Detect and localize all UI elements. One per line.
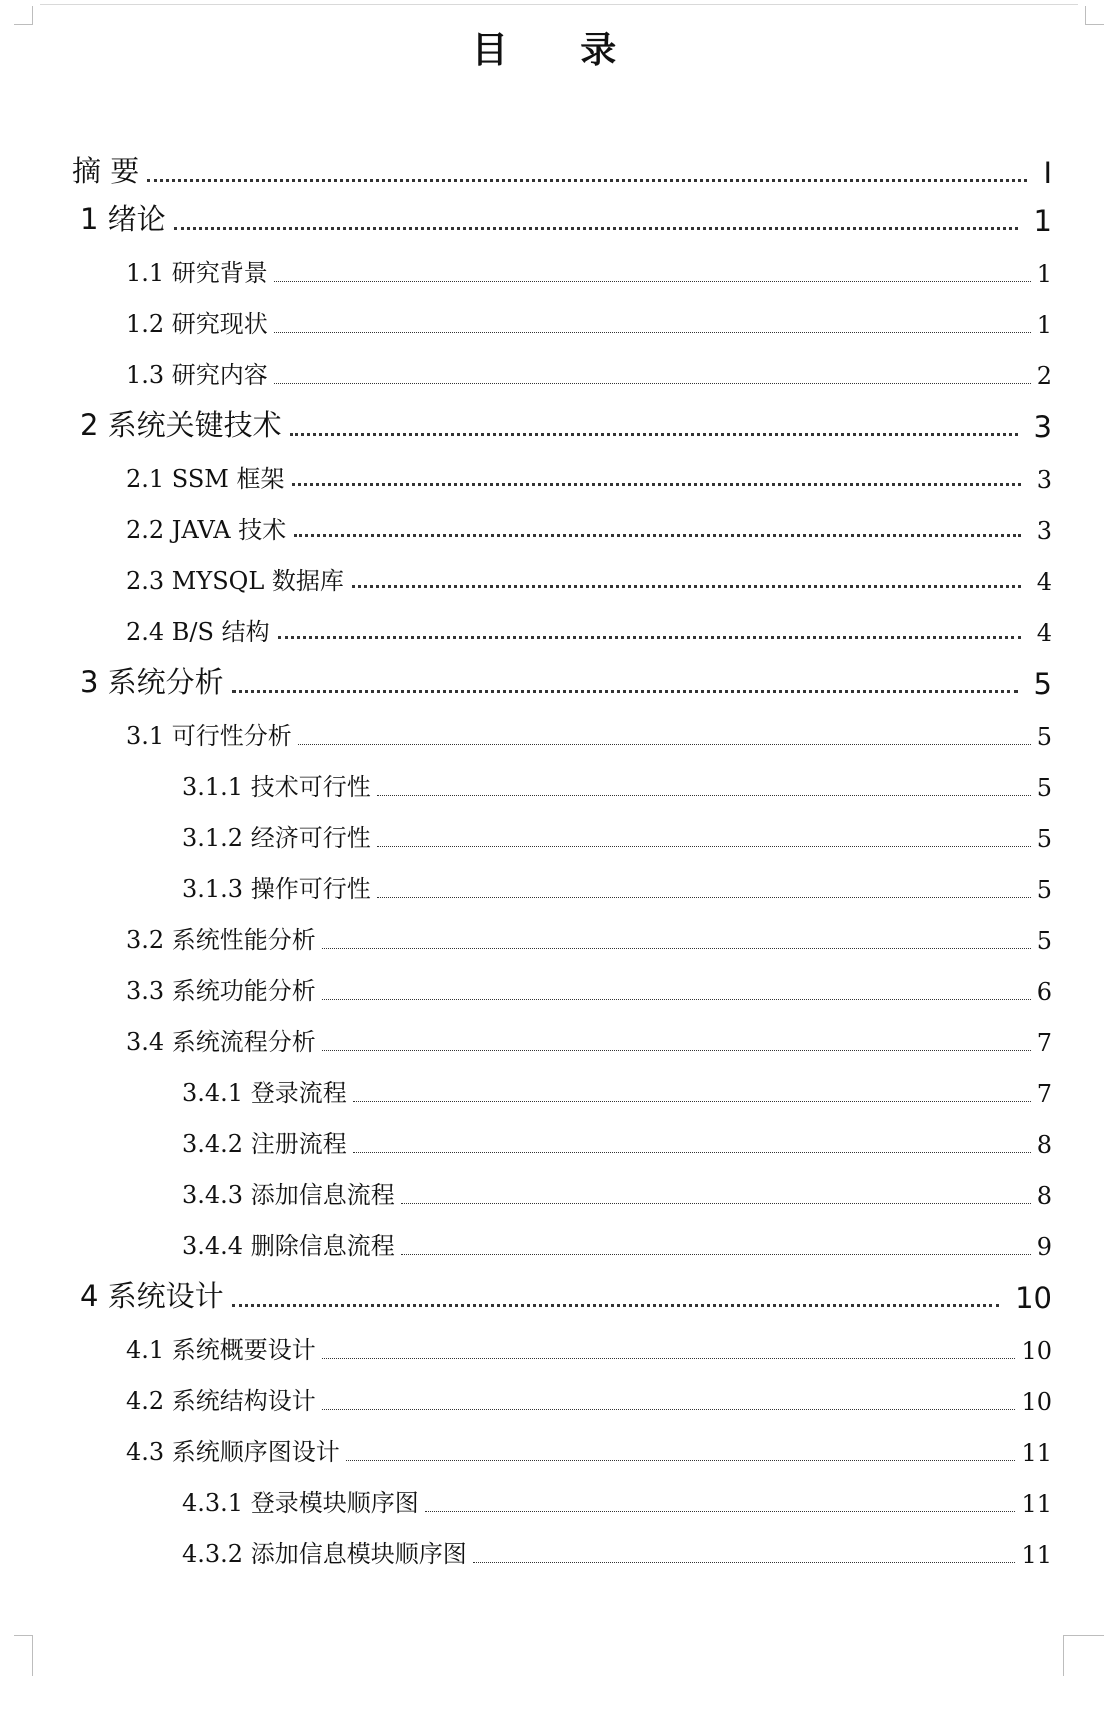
toc-dot-leader — [322, 1050, 1031, 1051]
toc-entry-label: 3.1.2 经济可行性 — [182, 824, 371, 852]
toc-entry[interactable] — [182, 819, 1052, 853]
toc-entry[interactable] — [126, 305, 1052, 339]
toc-entry-label: 3.1 可行性分析 — [126, 722, 292, 750]
toc-dot-leader — [274, 281, 1031, 282]
toc-entry-label: 3.4.4 删除信息流程 — [182, 1232, 395, 1260]
toc-entry[interactable] — [126, 1382, 1052, 1416]
toc-dot-leader — [174, 227, 1018, 230]
toc-entry-page: 7 — [1036, 1029, 1052, 1057]
toc-dot-leader — [292, 483, 1020, 486]
toc-entry[interactable] — [126, 1331, 1052, 1365]
toc-entry-page: 3 — [1033, 410, 1052, 444]
toc-entry[interactable] — [126, 717, 1052, 751]
toc-entry-page: 1 — [1036, 260, 1052, 288]
toc-dot-leader — [322, 1409, 1016, 1410]
toc-dot-leader — [401, 1203, 1031, 1204]
toc-entry[interactable] — [80, 661, 1052, 701]
toc-entry-page: 11 — [1021, 1541, 1052, 1569]
toc-entry-page: 2 — [1036, 362, 1052, 390]
toc-entry-label: 1.3 研究内容 — [126, 361, 268, 389]
toc-entry[interactable] — [182, 1227, 1052, 1261]
toc-entry-page: 10 — [1021, 1388, 1052, 1416]
toc-dot-leader — [274, 383, 1031, 384]
toc-entry-label: 2.3 MYSQL 数据库 — [126, 567, 344, 595]
toc-dot-leader — [147, 179, 1027, 182]
toc-entry-label: 4.3.1 登录模块顺序图 — [182, 1489, 419, 1517]
toc-entry-label: 2 系统关键技术 — [80, 408, 282, 442]
toc-entry-label: 2.2 JAVA 技术 — [126, 516, 287, 544]
toc-entry-label: 3.2 系统性能分析 — [126, 926, 316, 954]
toc-entry-page: 8 — [1036, 1182, 1052, 1210]
toc-dot-leader — [298, 744, 1031, 745]
toc-dot-leader — [274, 332, 1031, 333]
toc-entry[interactable] — [126, 460, 1052, 494]
toc-dot-leader — [377, 846, 1031, 847]
toc-entry-label: 3.4.3 添加信息流程 — [182, 1181, 395, 1209]
toc-entry-page: 5 — [1036, 723, 1052, 751]
toc-entry-page: 5 — [1033, 667, 1052, 701]
toc-entry[interactable] — [126, 921, 1052, 955]
corner-mark-bottom-left — [14, 1635, 33, 1676]
toc-dot-leader — [353, 1152, 1031, 1153]
toc-entry-page: 5 — [1036, 876, 1052, 904]
toc-entry-label: 1.2 研究现状 — [126, 310, 268, 338]
toc-entry-page: 11 — [1021, 1439, 1052, 1467]
page-top-border — [40, 4, 1078, 5]
toc-dot-leader — [377, 897, 1031, 898]
toc-entry[interactable] — [182, 1125, 1052, 1159]
toc-entry-label: 3.1.3 操作可行性 — [182, 875, 371, 903]
toc-dot-leader — [346, 1460, 1016, 1461]
toc-entry-page: 4 — [1036, 568, 1052, 596]
toc-entry[interactable] — [126, 613, 1052, 647]
toc-entry-page: 5 — [1036, 774, 1052, 802]
toc-dot-leader — [322, 948, 1031, 949]
toc-entry[interactable] — [126, 356, 1052, 390]
toc-entry-label: 3.4.1 登录流程 — [182, 1079, 347, 1107]
toc-dot-leader — [294, 534, 1021, 537]
toc-entry[interactable] — [126, 972, 1052, 1006]
toc-entry-label: 4 系统设计 — [80, 1279, 224, 1313]
toc-entry-label: 4.3.2 添加信息模块顺序图 — [182, 1540, 467, 1568]
toc-dot-leader — [377, 795, 1031, 796]
toc-dot-leader — [352, 585, 1021, 588]
toc-entry-page: I — [1043, 156, 1052, 190]
toc-entry-page: 10 — [1015, 1281, 1052, 1315]
toc-entry-page: 5 — [1036, 927, 1052, 955]
toc-entry-label: 4.3 系统顺序图设计 — [126, 1438, 340, 1466]
toc-dot-leader — [353, 1101, 1031, 1102]
toc-entry-page: 3 — [1036, 466, 1052, 494]
toc-entry[interactable] — [182, 1535, 1052, 1569]
toc-entry-label: 2.1 SSM 框架 — [126, 465, 285, 493]
toc-dot-leader — [473, 1562, 1016, 1563]
toc-entry[interactable] — [126, 562, 1052, 596]
toc-entry[interactable] — [126, 1433, 1052, 1467]
toc-entry-label: 1 绪论 — [80, 202, 166, 236]
toc-entry[interactable] — [80, 404, 1052, 444]
toc-entry-label: 3.1.1 技术可行性 — [182, 773, 371, 801]
toc-dot-leader — [232, 1304, 999, 1307]
toc-entry-page: 1 — [1033, 204, 1052, 238]
toc-entry-label: 3.4.2 注册流程 — [182, 1130, 347, 1158]
toc-dot-leader — [401, 1254, 1031, 1255]
toc-entry[interactable] — [72, 150, 1052, 190]
toc-entry[interactable] — [182, 1074, 1052, 1108]
page-title: 目 录 — [471, 30, 647, 71]
toc-dot-leader — [322, 1358, 1016, 1359]
toc-dot-leader — [232, 690, 1018, 693]
toc-entry-page: 10 — [1021, 1337, 1052, 1365]
toc-entry-page: 7 — [1036, 1080, 1052, 1108]
corner-mark-bottom-right — [1063, 1635, 1104, 1676]
toc-entry-page: 4 — [1036, 619, 1052, 647]
toc-entry-label: 4.1 系统概要设计 — [126, 1336, 316, 1364]
toc-entry-page: 8 — [1036, 1131, 1052, 1159]
toc-dot-leader — [290, 433, 1018, 436]
toc-dot-leader — [278, 636, 1021, 639]
toc-entry[interactable] — [182, 870, 1052, 904]
toc-dot-leader — [322, 999, 1031, 1000]
toc-entry-label: 1.1 研究背景 — [126, 259, 268, 287]
toc-entry[interactable] — [126, 254, 1052, 288]
toc-entry-label: 3.3 系统功能分析 — [126, 977, 316, 1005]
toc-entry-label: 2.4 B/S 结构 — [126, 618, 270, 646]
toc-entry[interactable] — [182, 768, 1052, 802]
toc-entry-page: 3 — [1036, 517, 1052, 545]
toc-entry-page: 6 — [1036, 978, 1052, 1006]
toc-entry-page: 5 — [1036, 825, 1052, 853]
toc-entry[interactable] — [126, 1023, 1052, 1057]
toc-entry-page: 11 — [1021, 1490, 1052, 1518]
toc-entry-label: 3.4 系统流程分析 — [126, 1028, 316, 1056]
toc-entry-page: 9 — [1036, 1233, 1052, 1261]
toc-entry-page: 1 — [1036, 311, 1052, 339]
toc-entry-label: 3 系统分析 — [80, 665, 224, 699]
toc-entry-label: 4.2 系统结构设计 — [126, 1387, 316, 1415]
toc-entry-label: 摘 要 — [72, 154, 140, 188]
toc-entry[interactable] — [182, 1176, 1052, 1210]
toc-entry[interactable] — [182, 1484, 1052, 1518]
toc-dot-leader — [425, 1511, 1016, 1512]
toc-entry[interactable] — [80, 1275, 1052, 1315]
toc-entry[interactable] — [126, 511, 1052, 545]
toc-entry[interactable] — [80, 198, 1052, 238]
